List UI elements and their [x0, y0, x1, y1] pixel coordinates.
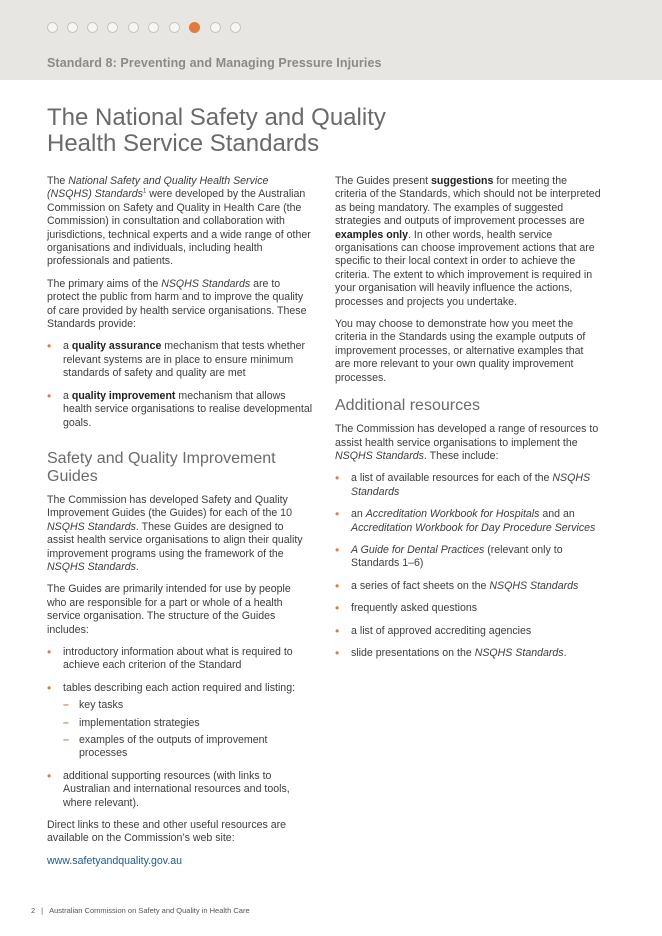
- nav-dot-4[interactable]: [107, 22, 118, 33]
- text: The primary aims of the: [47, 277, 162, 290]
- text-em: NSQHS Standards: [47, 560, 136, 573]
- resources-heading: Additional resources: [335, 397, 480, 415]
- text: (relevant only to Standards 1–6): [351, 543, 563, 570]
- text: .: [135, 560, 139, 573]
- text-bold: examples only: [335, 228, 409, 241]
- page-title-line2: Health Service Standards: [47, 130, 320, 157]
- list-item: [47, 340, 313, 380]
- text: mechanism that tests whether relevant systems are in place to ensure minimum standards of safety and quality are met: [63, 340, 306, 380]
- sub-list-item: – implementation strategies: [63, 717, 313, 730]
- nav-dot-3[interactable]: [87, 22, 98, 33]
- text-em: NSQHS Standards: [489, 579, 579, 592]
- direct-links-paragraph: Direct links to these and other useful resources are available on the Commission’s web site:: [47, 819, 287, 845]
- text-em: NSQHS Standards: [474, 646, 564, 659]
- text: a list of available resources for each of the: [351, 472, 553, 485]
- resources-list: [335, 472, 601, 660]
- text-em: NSQHS Standards: [335, 449, 424, 462]
- text: The Commission has developed Safety and Quality Improvement Guides (the Guides) for each of the 10: [47, 493, 292, 520]
- text: The: [47, 175, 69, 187]
- text: The Guides present: [335, 175, 431, 187]
- page-number: 2: [31, 906, 36, 915]
- footer-separator: |: [41, 906, 44, 915]
- text: were developed by the Australian Commission on Safety and Quality in Health Care (the Commission) in consultation and collaboration with jurisdictions, technical experts and a wide range of other organisations and individuals, including health professionals and patients.: [47, 188, 311, 268]
- text-em: NSQHS Standards: [161, 277, 251, 290]
- guides-paragraph: [47, 494, 313, 574]
- nav-dot-9[interactable]: [210, 22, 221, 33]
- guides-heading: Safety and Quality Improvement Guides: [47, 449, 276, 485]
- structure-list: [47, 646, 313, 810]
- demonstrate-paragraph: You may choose to demonstrate how you meet the criteria in the Standards using the example outputs of improvement processes, or alternative examples that are more relevant to your own quality improvement processes.: [335, 318, 586, 384]
- footnote-ref: 1: [142, 188, 147, 195]
- guides-intended-paragraph: The Guides are primarily intended for use by people who are responsible for a part or whole of a health service organisation. The structure of the Guides includes:: [47, 583, 291, 636]
- list-item: [335, 580, 601, 593]
- right-column: [335, 175, 601, 669]
- sub-list: [63, 699, 313, 761]
- text: . These include:: [423, 449, 499, 462]
- text: .: [563, 646, 567, 659]
- nav-dot-10[interactable]: [230, 22, 241, 33]
- resources-intro: [335, 423, 601, 463]
- text: a: [63, 389, 72, 402]
- text: a: [63, 340, 72, 353]
- aims-paragraph: [47, 278, 313, 332]
- text-bold: quality improvement: [71, 389, 176, 402]
- text: tables describing each action required and listing:: [63, 681, 296, 694]
- text-bold: suggestions: [431, 175, 494, 187]
- intro-paragraph: [47, 175, 313, 269]
- page-title: [47, 105, 467, 157]
- sub-list-item: – key tasks: [63, 699, 313, 712]
- nav-dot-6[interactable]: [148, 22, 159, 33]
- list-item: [335, 508, 601, 535]
- text-em: NSQHS Standards: [47, 520, 136, 533]
- text-em: NSQHS Standards: [351, 472, 591, 498]
- page-title-line1: The National Safety and Quality: [47, 104, 386, 131]
- website-link[interactable]: www.safetyandquality.gov.au: [47, 854, 183, 867]
- list-item: • a list of approved accrediting agencies: [335, 625, 601, 638]
- text: a series of fact sheets on the: [351, 579, 490, 592]
- nav-dot-2[interactable]: [67, 22, 78, 33]
- page-footer: [31, 906, 250, 915]
- nav-dot-5[interactable]: [128, 22, 139, 33]
- text-bold: quality assurance: [71, 340, 162, 353]
- sub-list-item: – examples of the outputs of improvement processes: [63, 734, 313, 761]
- text: and an: [539, 508, 575, 521]
- list-item: • introductory information about what is required to achieve each criterion of the Standard: [47, 646, 313, 673]
- nav-dot-7[interactable]: [169, 22, 180, 33]
- text: an: [351, 508, 366, 521]
- footer-org: Australian Commission on Safety and Quality in Health Care: [49, 906, 250, 915]
- text: The Commission has developed a range of resources to assist health service organisations to implement the: [335, 423, 599, 449]
- text: mechanism that allows health service organisations to realise developmental goals.: [63, 389, 313, 429]
- suggestions-paragraph: [335, 175, 601, 309]
- provide-list: [47, 340, 313, 429]
- list-item: [335, 544, 601, 571]
- text: are to protect the public from harm and to improve the quality of care provided by health service organisations. These Standards provide:: [47, 277, 307, 331]
- text-em: A Guide for Dental Practices: [351, 543, 485, 556]
- text-em: Accreditation Workbook for Hospitals: [365, 508, 540, 521]
- website-paragraph: [47, 855, 313, 868]
- standard-label: Standard 8: Preventing and Managing Pressure Injuries: [47, 56, 382, 70]
- list-item: [335, 647, 601, 660]
- text-em: Accreditation Workbook for Day Procedure Services: [351, 521, 596, 534]
- header-band: [0, 0, 662, 80]
- nav-dot-8-active[interactable]: [189, 22, 200, 33]
- list-item: • frequently asked questions: [335, 602, 601, 615]
- list-item: [47, 682, 313, 761]
- left-column: [47, 175, 313, 877]
- list-item: [335, 472, 601, 499]
- list-item: • additional supporting resources (with links to Australian and international resources and tools, where relevant).: [47, 770, 313, 810]
- text: . In other words, health service organisations can choose improvement actions that are specific to their local context in order to achieve the criteria. The extent to which improvement is required in your organisation will heavily influence the actions, processes and projects you undertake.: [335, 228, 595, 308]
- text: for meeting the criteria of the Standards, which should not be interpreted as being mandatory. The examples of suggested strategies and outputs of improvement processes are: [335, 175, 601, 228]
- list-item: [47, 390, 313, 430]
- text-em: National Safety and Quality Health Service (NSQHS) Standards: [47, 175, 269, 201]
- nav-dot-1[interactable]: [47, 22, 58, 33]
- text: . These Guides are designed to assist health service organisations to align their quality improvement programs using the framework of the: [47, 520, 303, 560]
- text: slide presentations on the: [351, 646, 475, 659]
